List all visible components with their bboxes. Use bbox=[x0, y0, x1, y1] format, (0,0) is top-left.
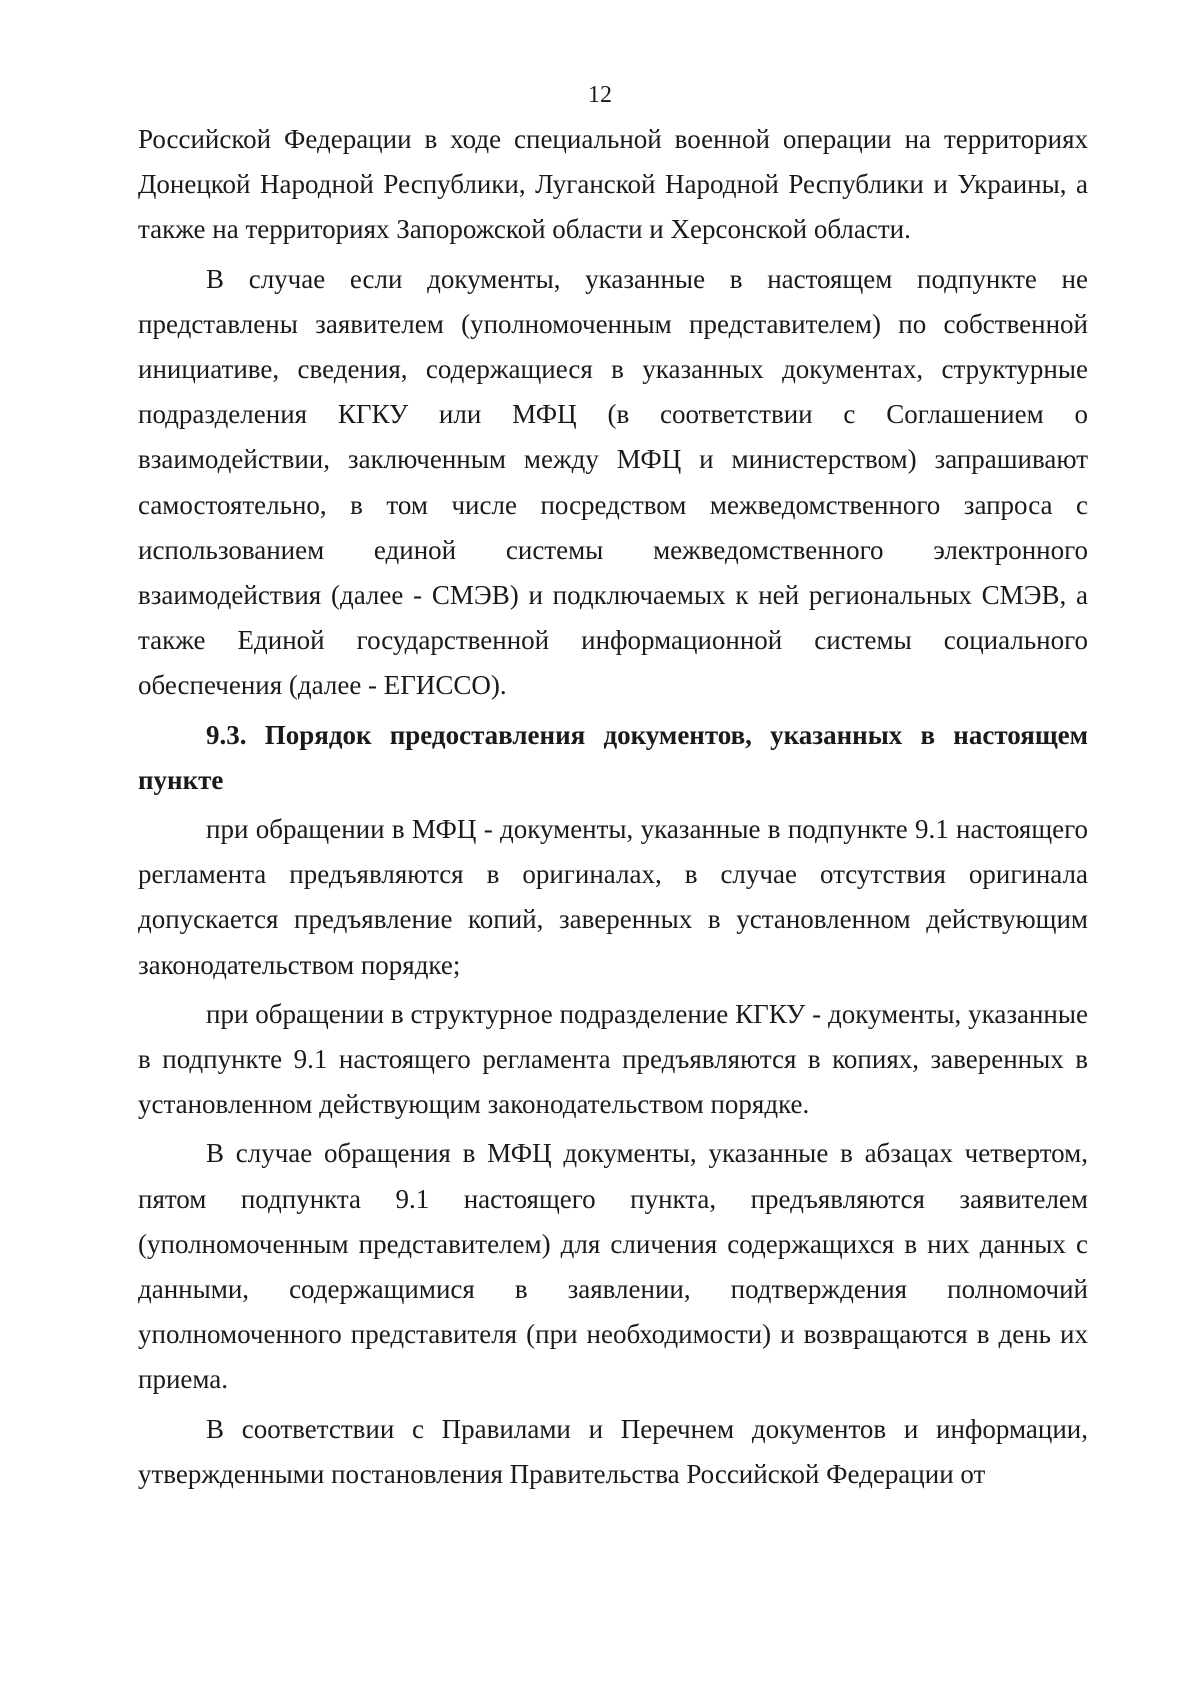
paragraph-mfc-verification: В случае обращения в МФЦ документы, указанные в абзацах четвертом, пятом подпункта 9.1 настоящего пункта, предъявляются заявителем (уполномоченным представителем) для сличения содержащихся в них данных с данными, содержащимися в заявлении, подтверждения полномочий уполномоченного представителя (при необходимости) и возвращаются в день их приема. bbox=[138, 1138, 1088, 1395]
paragraph-continuation: Российской Федерации в ходе специальной военной операции на территориях Донецкой Народной Республики, Луганской Народной Республики и Украины, а также на территориях Запорожской области и Херсонской области. bbox=[138, 124, 1088, 245]
document-body bbox=[138, 117, 1088, 1497]
section-heading-9-3: 9.3. Порядок предоставления документов, указанных в настоящем пункте bbox=[138, 719, 1088, 795]
paragraph-government-rules: В соответствии с Правилами и Перечнем документов и информации, утвержденными постановления Правительства Российской Федерации от bbox=[138, 1413, 1088, 1489]
paragraph-kgku-copies: при обращении в структурное подразделение КГКУ - документы, указанные в подпункте 9.1 настоящего регламента предъявляются в копиях, заверенных в установленном действующим законодательством порядке. bbox=[138, 998, 1088, 1120]
paragraph-mfc-originals: при обращении в МФЦ - документы, указанные в подпункте 9.1 настоящего регламента предъявляются в оригиналах, в случае отсутствия оригинала допускается предъявление копий, заверенных в установленном действующим законодательством порядке; bbox=[138, 814, 1088, 980]
page-number: 12 bbox=[588, 82, 612, 108]
paragraph-smev-request: В случае если документы, указанные в настоящем подпункте не представлены заявителем (уполномоченным представителем) по собственной инициативе, сведения, содержащиеся в указанных документах, структурные подразделения КГКУ или МФЦ (в соответствии с Соглашением о взаимодействии, заключенным между МФЦ и министерством) запрашивают самостоятельно, в том числе посредством межведомственного запроса с использованием единой системы межведомственного электронного взаимодействия (далее - СМЭВ) и подключаемых к ней региональных СМЭВ, а также Единой государственной информационной системы социального обеспечения (далее - ЕГИССО). bbox=[138, 263, 1088, 701]
